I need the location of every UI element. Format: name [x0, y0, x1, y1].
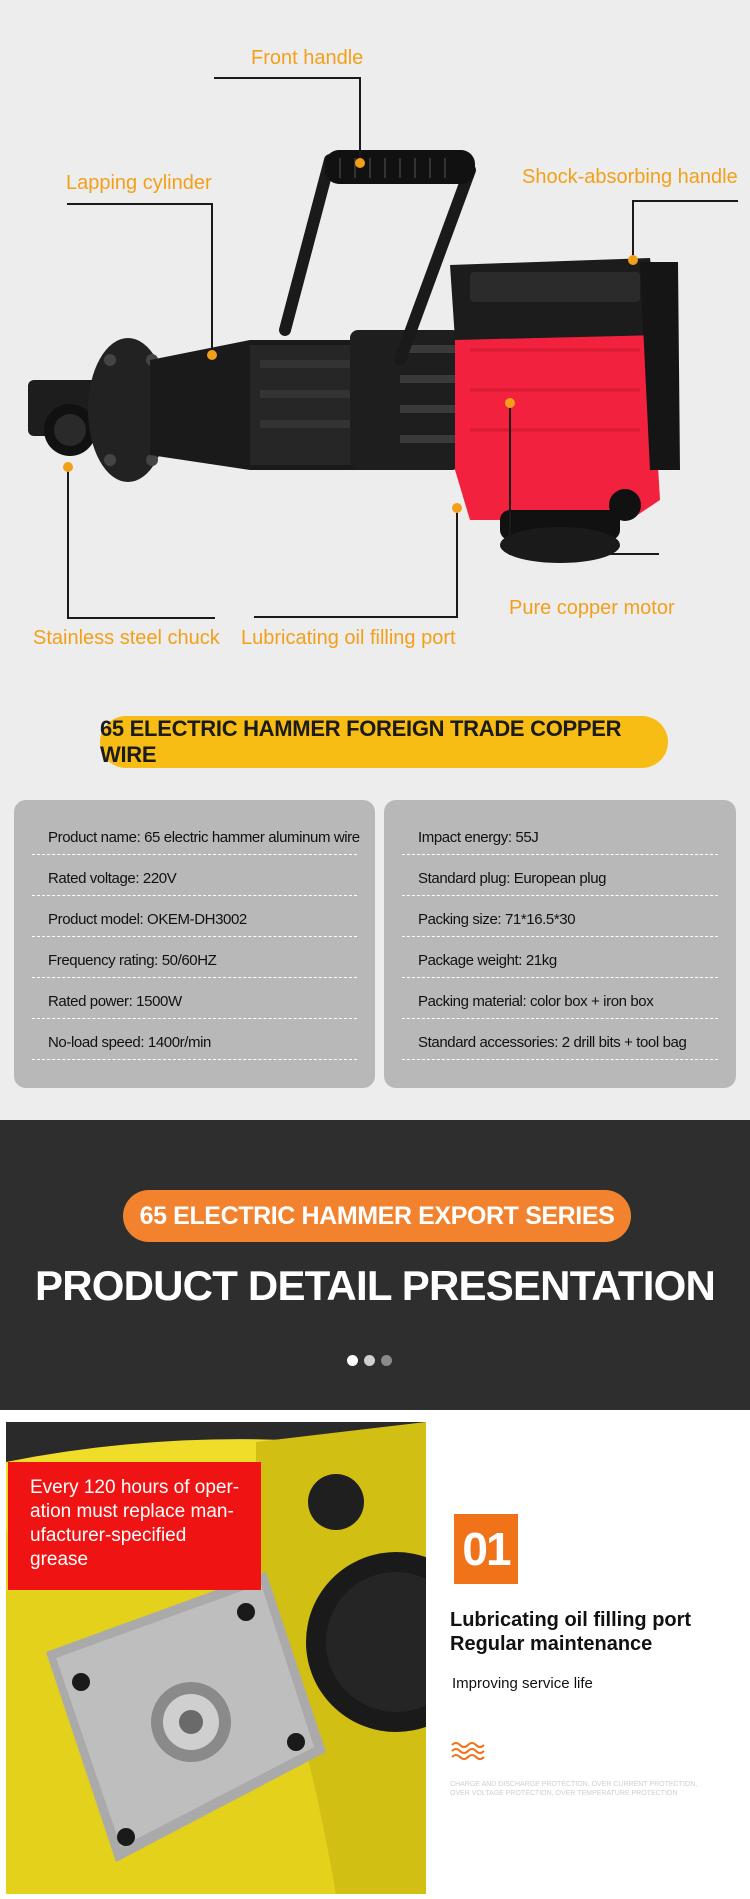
callout-line [67, 464, 69, 619]
spec-row: No-load speed: 1400r/min [32, 1019, 357, 1060]
spec-row: Packing size: 71*16.5*30 [402, 896, 718, 937]
feature-title-line1: Lubricating oil filling port [450, 1609, 692, 1631]
wave-icon [450, 1740, 488, 1762]
spec-row: Rated power: 1500W [32, 978, 357, 1019]
callout-line [359, 77, 361, 162]
feature-number-badge: 01 [454, 1514, 518, 1584]
spec-row: Rated voltage: 220V [32, 855, 357, 896]
callout-line [509, 400, 511, 555]
callout-line [632, 200, 738, 202]
electric-hammer-illustration [0, 0, 750, 600]
spec-row: Product model: OKEM-DH3002 [32, 896, 357, 937]
callout-dot [63, 462, 73, 472]
feature-title-line2: Regular maintenance [450, 1633, 653, 1655]
callout-dot [355, 158, 365, 168]
callout-line [67, 203, 213, 205]
callout-line [456, 505, 458, 618]
feature-subtitle: Improving service life [452, 1675, 593, 1692]
spec-panel-left [14, 800, 375, 1088]
callout-front-handle: Front handle [251, 47, 364, 69]
callout-shock-absorbing-handle: Shock-absorbing handle [522, 166, 738, 188]
spec-row: Impact energy: 55J [402, 814, 718, 855]
callout-line [211, 203, 213, 355]
callout-line [214, 77, 361, 79]
callout-lapping-cylinder: Lapping cylinder [66, 172, 212, 194]
detail-title: PRODUCT DETAIL PRESENTATION [35, 1262, 715, 1309]
spec-row: Standard accessories: 2 drill bits + tool bag [402, 1019, 718, 1060]
pager-dot-3[interactable] [381, 1355, 392, 1366]
callout-line [67, 617, 215, 619]
callout-dot [628, 255, 638, 265]
spec-row: Standard plug: European plug [402, 855, 718, 896]
spec-panel-right [384, 800, 736, 1088]
series-banner: 65 ELECTRIC HAMMER FOREIGN TRADE COPPER WIRE [100, 716, 668, 768]
callout-dot [505, 398, 515, 408]
callout-dot [452, 503, 462, 513]
export-series-banner: 65 ELECTRIC HAMMER EXPORT SERIES [123, 1190, 631, 1242]
callout-line [509, 553, 659, 555]
pager-dot-2[interactable] [364, 1355, 375, 1366]
spec-row: Packing material: color box + iron box [402, 978, 718, 1019]
callout-pure-copper-motor: Pure copper motor [509, 597, 675, 619]
callout-stainless-steel-chuck: Stainless steel chuck [33, 627, 220, 649]
protection-small-print: CHARGE AND DISCHARGE PROTECTION, OVER CURRENT PROTECTION, OVER VOLTAGE PROTECTION, OVER TEMPERATURE PROTECTION [450, 1781, 698, 1797]
feature-title [450, 1608, 691, 1656]
spec-row: Package weight: 21kg [402, 937, 718, 978]
callout-dot [207, 350, 217, 360]
pager-dot-1[interactable] [347, 1355, 358, 1366]
callout-lubricating-oil-port: Lubricating oil filling port [241, 627, 456, 649]
callout-line [254, 616, 458, 618]
maintenance-note: Every 120 hours of oper- ation must replace man- ufacturer-specified grease [8, 1462, 261, 1590]
callout-line [632, 200, 634, 260]
spec-row: Frequency rating: 50/60HZ [32, 937, 357, 978]
spec-row: Product name: 65 electric hammer aluminum wire [32, 814, 357, 855]
